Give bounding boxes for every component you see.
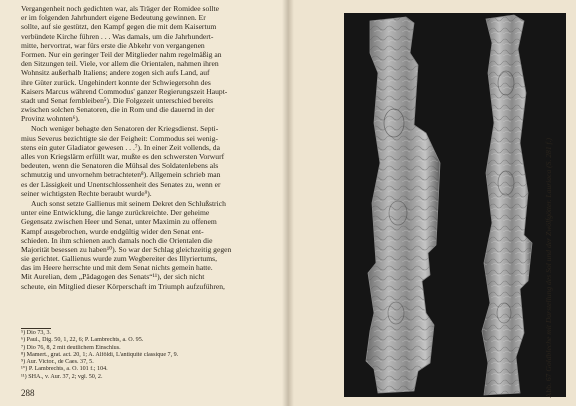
text-line: bedeuten, wenn die Senatoren die Mühsal des Soldatenlebens als xyxy=(21,161,219,171)
text-line: seiner wichtigsten Rechte beraubt wurde⁹). xyxy=(21,188,152,198)
text-line: mitte, hervortrat, war fürs erste die Abkehr von vergangenen xyxy=(21,40,205,50)
text-line: alles von Kriegslärm erfüllt war, mußte es den schwersten Vorwurf xyxy=(21,152,225,161)
text-line: Wohnsitz außerhalb Italiens; andere zogen sich aufs Land, auf xyxy=(21,68,210,78)
caption-figure-number: Abb. 67 xyxy=(544,373,553,398)
text-line: Majorität besessen zu haben¹⁰). So war der Schlag gleichzeitig gegen xyxy=(21,244,232,254)
text-line: sie gerichtet. Gallienus wurde zum Wegbereiter des Illyriertums, xyxy=(21,254,217,264)
text-line: Noch weniger behagte den Senatoren der Kriegsdienst. Septi- xyxy=(31,124,219,134)
text-line: es der Lässigkeit und Unentschlossenheit des Senates zu, wenn er xyxy=(21,179,221,189)
text-line: unter eine Entwicklung, die lange zurückreichte. Der geheime xyxy=(21,208,210,218)
text-line: Kaisers Marcus während Commodus' ganzer Regierungszeit Haupt- xyxy=(21,86,228,96)
footnote-rule xyxy=(21,328,51,329)
text-line: stadt und Senat fernbleiben⁵). Die Folgezeit unterschied bereits xyxy=(21,95,214,105)
footnote: ⁷) Dio 76, 8, 2 mit deutlichem Einschlus. xyxy=(21,344,121,351)
footnote: ¹⁰) P. Lambrechts, a. O. 101 f.; 104. xyxy=(21,366,108,373)
text-line: Formen. Nur ein geringer Teil der Mitglieder nahm regelmäßig an xyxy=(21,49,222,59)
footnote: ⁶) Paul., Dig. 50, 1, 22, 6; P. Lambrechts, a. O. 95. xyxy=(21,337,144,344)
photo-plate-left xyxy=(344,13,456,397)
text-line: Mit Aurelian, dem „Pädagogen des Senats“¹¹), der sich nicht xyxy=(21,272,205,282)
body-text xyxy=(21,4,271,291)
text-line: verbündete Kirche führen . . . Was damals, um die Jahrhundert- xyxy=(21,31,214,41)
text-line: das im Heere herrschte und mit dem Senat nichts gemein hatte. xyxy=(21,263,213,273)
text-line: Gegensatz zwischen Heer und Senat, unter Maximin zu offenem xyxy=(21,217,217,227)
footnote: ⁹) Aur. Victor., de Caes. 37, 5. xyxy=(21,359,94,366)
text-line: Auch sonst setzte Gallienus mit seinem Dekret den Schlußstrich xyxy=(31,198,226,208)
text-line: schieden. In ihm schienen auch damals noch die Orientalen die xyxy=(21,235,213,245)
footnotes xyxy=(21,330,271,381)
text-line: Provinz wohnten⁶). xyxy=(21,114,80,124)
text-line: Vergangenheit noch gedichten war, als Träger der Romidee sollte xyxy=(21,4,219,13)
text-line: zwischen solchen Senatoren, die in Rom und die dauernd in der xyxy=(21,105,215,115)
text-line: den Sitzungen teil. Viele, vor allem die Orientalen, nahmen ihren xyxy=(21,59,219,69)
footnote: ¹¹) SHA., v. Aur. 37, 2; vgl. 50, 2. xyxy=(21,373,103,380)
page-number: 288 xyxy=(21,388,35,398)
figure-caption xyxy=(544,58,556,398)
text-line: sollte, auf sie gestützt, den Kampf gegen die mit dem Kaisertum xyxy=(21,22,217,32)
footnote: ⁸) Mamert., grat. act. 20, 1; A. Alföldi, L'antiquité classique 7, 9. xyxy=(21,351,179,358)
text-line: Kampf ausgebrochen, wurde endgültig wider den Senat ent- xyxy=(21,226,204,236)
gold-sheet-left-image xyxy=(344,13,456,397)
text-line: er im folgenden Jahrhundert eigene Bedeutung gewinnen. Er xyxy=(21,13,206,23)
text-line: stens ein guter Gladiator gewesen . . .⁷). In einer Zeit vollends, da xyxy=(21,142,220,152)
caption-text: Goldbleche mit Darstellung des Sol und der Zwölfgötter. Lauriaca (S. 281 f.) xyxy=(544,137,553,372)
text-line: ihre Güter zurück. Ungehindert konnte der Schwiegersohn des xyxy=(21,77,211,87)
book-gutter xyxy=(282,0,294,406)
footnote: ⁵) Dio 73, 3. xyxy=(21,330,52,336)
text-line: schmutzig und unvornehm betrachteten⁸). Allgemein schrieb man xyxy=(21,170,221,180)
text-line: scheute, ein Mitglied dieser Körperschaft im Triumph aufzuführen, xyxy=(21,281,225,291)
text-line: mius Severus bezichtigte sie der Feigheit: Commodus sei wenig- xyxy=(21,133,218,143)
